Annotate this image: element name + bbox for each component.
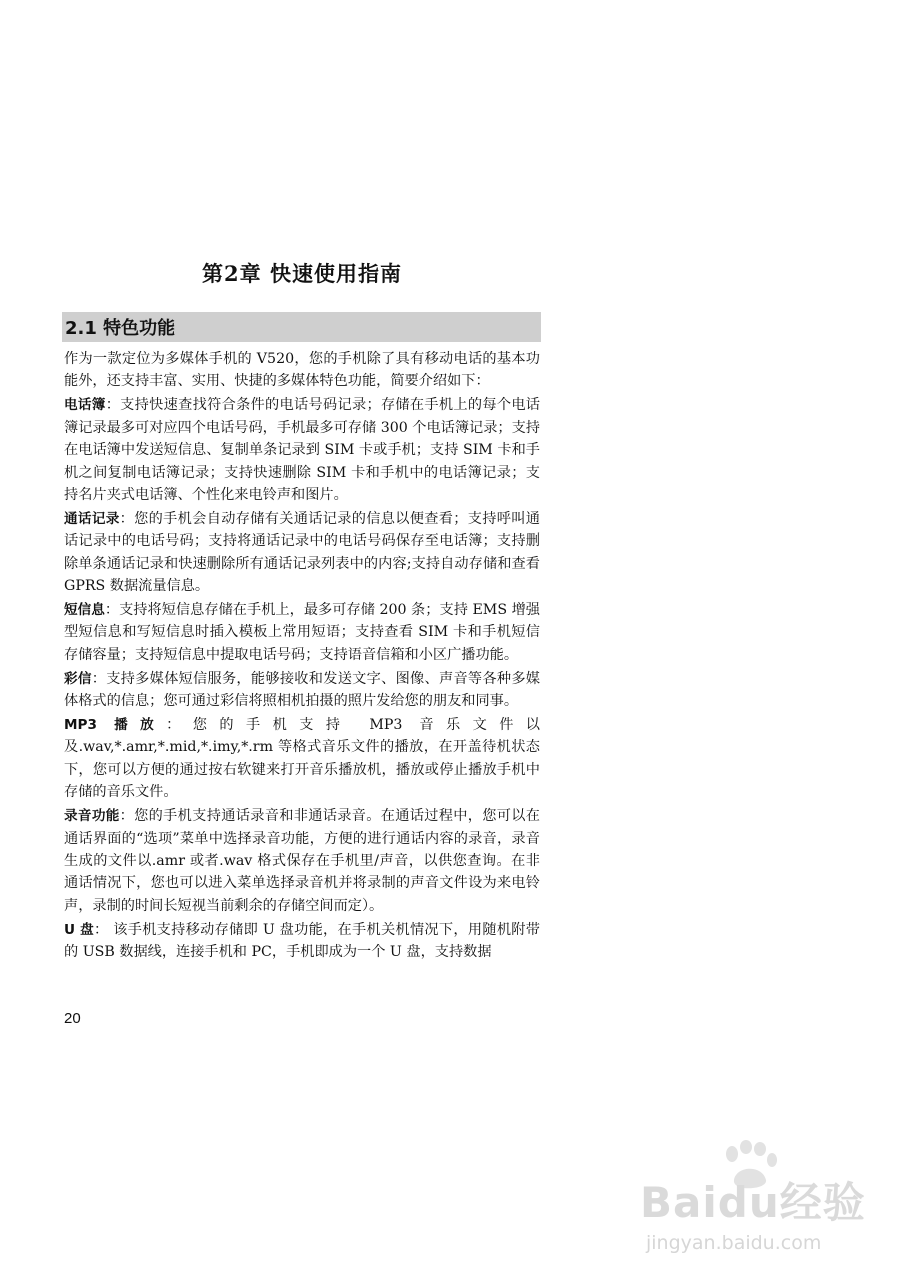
feature-text: ： 该手机支持移动存储即 U 盘功能，在手机关机情况下，用随机附带的 USB 数据线，连接手机和 PC，手机即成为一个 U 盘，支持数据 bbox=[64, 921, 540, 961]
section-heading-bar bbox=[62, 312, 541, 342]
feature-recording bbox=[64, 805, 540, 917]
feature-mms bbox=[64, 668, 540, 713]
feature-term: 彩信 bbox=[64, 670, 92, 687]
chapter-title: 第2章 快速使用指南 bbox=[202, 261, 402, 286]
feature-term: 录音功能 bbox=[64, 808, 120, 825]
feature-call-log bbox=[64, 508, 540, 598]
feature-usb-disk bbox=[64, 919, 540, 964]
feature-term: 短信息 bbox=[64, 601, 105, 618]
feature-text: ：您的手机会自动存储有关通话记录的信息以便查看；支持呼叫通话记录中的电话号码；支持将通话记录中的电话号码保存至电话簿；支持删除单条通话记录和快速删除所有通话记录列表中的内容;支持自动存储和查看 GPRS 数据流量信息。 bbox=[64, 510, 540, 595]
section-title: 2.1 特色功能 bbox=[65, 318, 176, 339]
feature-text: ：支持快速查找符合条件的电话号码记录；存储在手机上的每个电话簿记录最多可对应四个电话号码，手机最多可存储 300 个电话簿记录；支持在电话簿中发送短信息、复制单条记录到 SIM 卡或手机；支持 SIM 卡和手机之间复制电话簿记录；支持快速删除 SIM 卡和手机中的电话簿记录；支持名片夹式电话簿、个性化来电铃声和图片。 bbox=[64, 397, 540, 503]
feature-term: MP3 播放 bbox=[64, 717, 167, 733]
feature-phonebook bbox=[64, 394, 540, 506]
body-text bbox=[64, 348, 540, 965]
baidu-watermark bbox=[640, 1140, 880, 1270]
page-number: 20 bbox=[64, 1010, 81, 1027]
feature-text: ：支持将短信息存储在手机上，最多可存储 200 条；支持 EMS 增强型短信息和写短信息时插入模板上常用短语；支持查看 SIM 卡和手机短信存储容量；支持短信息中提取电话号码；支持语音信箱和小区广播功能。 bbox=[64, 601, 540, 663]
feature-text: ：您的手机支持 MP3 音乐文件以及.wav,*.amr,*.mid,*.imy,*.rm 等格式音乐文件的播放，在开盖待机状态下，您可以方便的通过按右软键来打开音乐播放机，播放或停止播放手机中存储的音乐文件。 bbox=[64, 717, 540, 801]
intro-paragraph: 作为一款定位为多媒体手机的 V520，您的手机除了具有移动电话的基本功能外，还支持丰富、实用、快捷的多媒体特色功能，简要介绍如下： bbox=[64, 351, 540, 390]
feature-text: ：您的手机支持通话录音和非通话录音。在通话过程中，您可以在通话界面的“选项”菜单中选择录音功能，方便的进行通话内容的录音，录音生成的文件以.amr 或者.wav 格式保存在手机里/声音，以供您查询。在非通话情况下，您也可以进入菜单选择录音机并将录制的声音文件设为来电铃声，录制的时间长短视当前剩余的存储空间而定）。 bbox=[64, 808, 540, 914]
feature-text: ：支持多媒体短信服务，能够接收和发送文字、图像、声音等各种多媒体格式的信息；您可通过彩信将照相机拍摄的照片发给您的朋友和同事。 bbox=[64, 670, 540, 710]
watermark-brand: Baidu经验 bbox=[640, 1178, 866, 1227]
feature-sms bbox=[64, 599, 540, 666]
watermark-url: jingyan.baidu.com bbox=[646, 1232, 822, 1254]
feature-term: 通话记录 bbox=[64, 510, 120, 527]
feature-term: 电话簿 bbox=[64, 397, 106, 414]
feature-mp3 bbox=[64, 714, 540, 804]
feature-term: U 盘 bbox=[64, 921, 94, 938]
